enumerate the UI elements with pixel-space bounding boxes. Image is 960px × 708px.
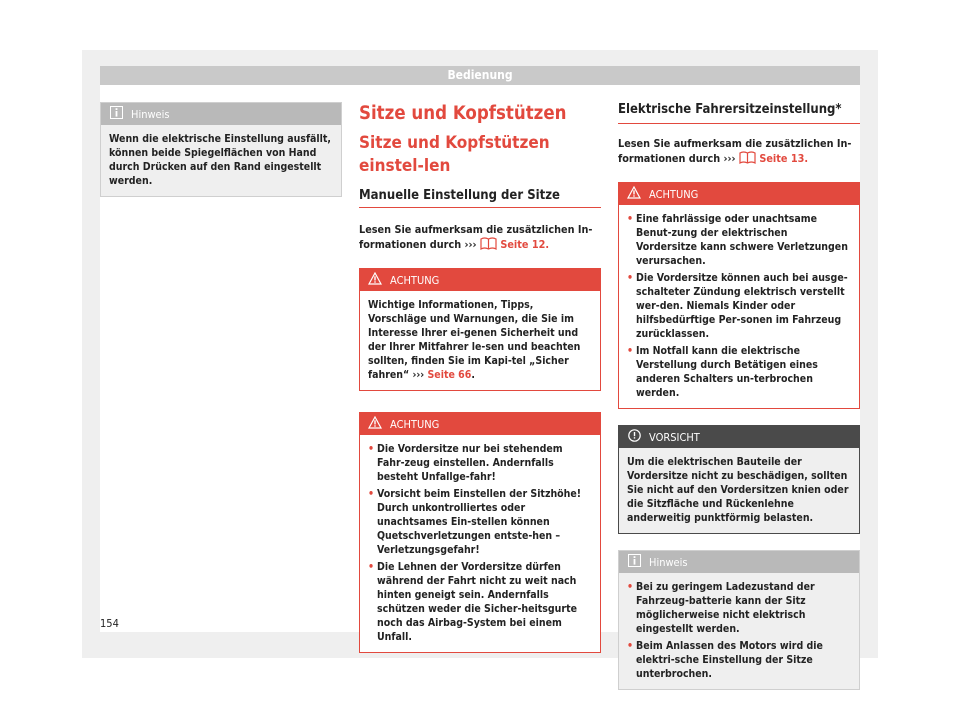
book-icon [480, 237, 497, 254]
list-item: • Vorsicht beim Einstellen der Sitzhöhe! Durch unkontrolliertes oder unachtsames Ein-stellen können Quetschverletzungen entste-hen – Verletzungsgefahr! [368, 488, 582, 556]
hinweis-box-2 [618, 550, 860, 690]
list-item: • Die Vordersitze nur bei stehendem Fahr-zeug einstellen. Andernfalls besteht Unfallge-fahr! [368, 443, 563, 483]
cross-ref-arrows: ››› [464, 238, 477, 251]
achtung-header-3 [619, 183, 859, 205]
hinweis-label-2: Hinweis [649, 555, 688, 569]
achtung-label-3: ACHTUNG [649, 187, 699, 201]
list-item: • Bei zu geringem Ladezustand der Fahrzeug-batterie kann der Sitz möglicherweise nicht elektrisch eingestellt werden. [627, 581, 815, 635]
hinweis-label: Hinweis [131, 107, 170, 121]
achtung-box-3 [618, 182, 860, 409]
vorsicht-label: VORSICHT [649, 430, 700, 444]
warning-triangle-icon [368, 416, 382, 432]
list-item: • Die Lehnen der Vordersitze dürfen während der Fahrt nicht zu weit nach hinten geneigt sein. Andernfalls schützen weder die Sicher-heitsgurte noch das Airbag-System bei einem Unfall. [368, 561, 577, 643]
achtung-label-2: ACHTUNG [390, 417, 440, 431]
achtung-label-1: ACHTUNG [390, 273, 440, 287]
left-column [100, 102, 342, 197]
cross-ref-arrows: ››› [412, 369, 425, 381]
page-number: 154 [100, 617, 119, 630]
achtung-header-2 [360, 413, 600, 435]
hinweis-header [101, 103, 341, 125]
intro-text: Lesen Sie aufmerksam die zusätzlichen In-formationen durch [359, 223, 593, 251]
list-item: • Im Notfall kann die elektrische Verstellung durch Betätigen eines anderen Schalters un-terbrochen werden. [627, 345, 818, 399]
cross-ref-link[interactable]: Seite 12 [500, 238, 546, 251]
list-item: • Die Vordersitze können auch bei ausge-schalteter Zündung elektrisch verstellt wer-den. Niemals Kinder oder hilfsbedürftige Per-sonen im Fahrzeug zurücklassen. [627, 272, 848, 340]
cross-ref-arrows: ››› [723, 152, 736, 165]
info-icon [627, 554, 641, 570]
achtung-box-2 [359, 412, 601, 653]
achtung-body-1: Wichtige Informationen, Tipps, Vorschläge und Warnungen, die Sie im Interesse Ihrer ei-genen Sicherheit und der Ihrer Mitfahrer le-sen und beachten sollten, finden Sie im Kapi-tel „Sicher fahren“ ››› Seite 66. [368, 299, 581, 381]
info-icon [109, 106, 123, 122]
chapter-subtitle: Sitze und Kopfstützen einstel-len [359, 133, 550, 176]
achtung-text-1: Wichtige Informationen, Tipps, Vorschläge und Warnungen, die Sie im Interesse Ihrer ei-genen Sicherheit und der Ihrer Mitfahrer le-sen und beachten sollten, finden Sie im Kapi-tel „Sicher fahren“ [368, 299, 581, 381]
vorsicht-header [619, 426, 859, 448]
cross-ref-link[interactable]: Seite 13 [759, 152, 805, 165]
section-heading: Manuelle Einstellung der Sitze [359, 188, 601, 208]
warning-triangle-icon [627, 186, 641, 202]
hinweis-body-2 [619, 573, 859, 689]
chapter-title: Sitze und Kopfstützen [359, 103, 567, 124]
cross-ref-link[interactable]: Seite 66 [427, 369, 472, 381]
list-item: • Beim Anlassen des Motors wird die elektri-sche Einstellung der Sitze unterbrochen. [627, 640, 823, 680]
vorsicht-text: Um die elektrischen Bauteile der Vordersitze nicht zu beschädigen, sollten Sie nicht auf den Vordersitzen knien oder die Sitzfläche und Rückenlehne anderweitig punktförmig belasten. [627, 456, 849, 524]
warning-triangle-icon [368, 272, 382, 288]
middle-column [359, 102, 601, 653]
intro-text: Lesen Sie aufmerksam die zusätzlichen In-formationen durch [618, 137, 852, 165]
vorsicht-box [618, 425, 860, 534]
achtung-box-1 [359, 268, 601, 391]
achtung-body-2 [360, 435, 600, 652]
exclamation-circle-icon [627, 429, 641, 445]
right-column [618, 102, 860, 690]
hinweis-box [100, 102, 342, 197]
hinweis-header-2 [619, 551, 859, 573]
running-header: Bedienung [100, 66, 860, 85]
hinweis-text: Wenn die elektrische Einstellung ausfällt, können beide Spiegelflächen von Hand durch Drücken auf den Rand eingestellt werden. [109, 133, 331, 187]
intro-paragraph: Lesen Sie aufmerksam die zusätzlichen In-formationen durch ››› Seite 12. [359, 222, 601, 254]
intro-paragraph: Lesen Sie aufmerksam die zusätzlichen In-formationen durch ››› Seite 13. [618, 136, 860, 168]
achtung-header-1 [360, 269, 600, 291]
achtung-body-3 [619, 205, 859, 408]
section-heading: Elektrische Fahrersitzeinstellung* [618, 102, 860, 124]
book-icon [739, 151, 756, 168]
list-item: • Eine fahrlässige oder unachtsame Benut-zung der elektrischen Vordersitze kann schwere Verletzungen verursachen. [627, 213, 848, 267]
